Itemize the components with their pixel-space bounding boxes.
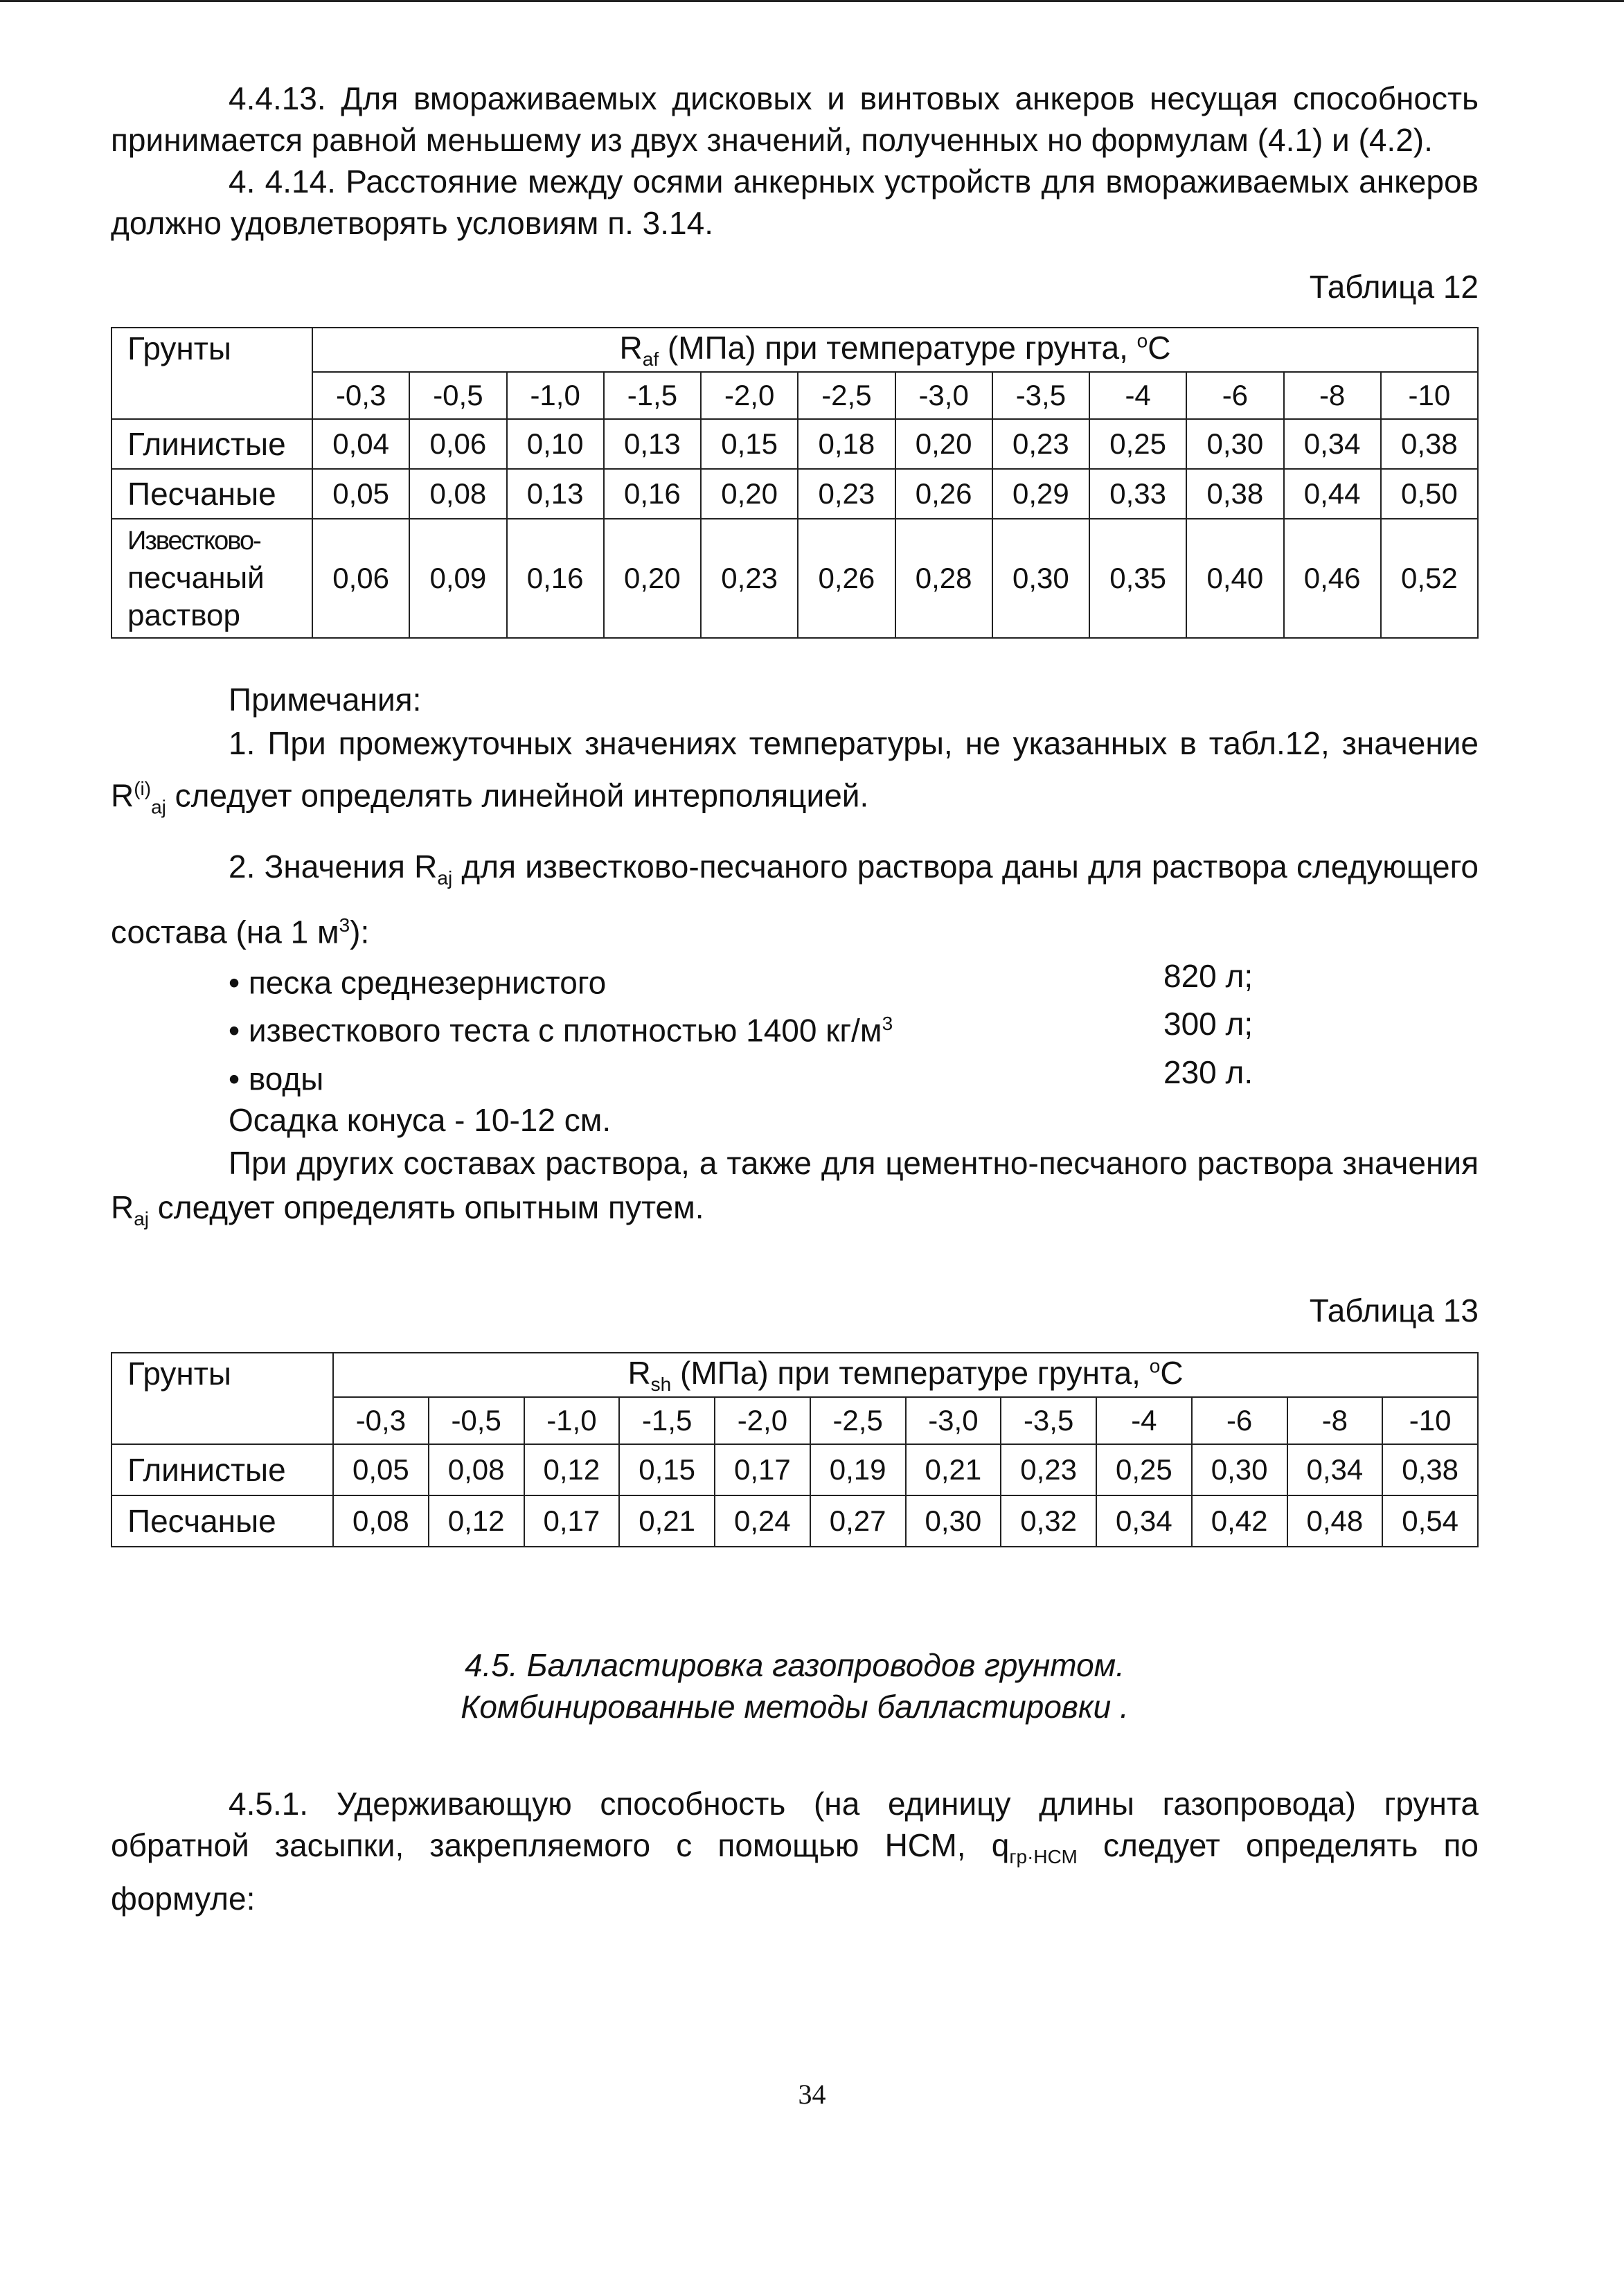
table-12-value-cell: 0,30 <box>992 519 1089 638</box>
table-13-soil-name: Глинистые <box>111 1444 333 1495</box>
table-13-value-cell: 0,38 <box>1382 1444 1478 1495</box>
table-12-value-cell: 0,52 <box>1381 519 1478 638</box>
table-12-value-cell: 0,23 <box>701 519 798 638</box>
other-compositions-note: При других составах раствора, а также для цементно-песчаного раствора значения $R_{aj}$ следует определять опытным путем. <box>111 1145 1479 1230</box>
notes-section <box>111 679 1479 1241</box>
note-1: 1. При промежуточных значениях температуры, не указанных в табл.12, значение $R^{(i)}_{aj}$ следует определять линейной интерполяцией. <box>111 725 1479 818</box>
note-2: 2. Значения $R_{aj}$ для известково-песчаного раствора даны для раствора следующего состава (на 1 $м^3$): <box>111 848 1479 950</box>
table-13-temp-cell: -0,3 <box>333 1397 429 1444</box>
table-12-param-header: $R_{af}$ (МПа) при температуре грунта, $^о$С <box>312 328 1478 372</box>
composition-amount: 820 л; <box>1163 958 1253 995</box>
table-12-value-cell: 0,16 <box>604 469 701 519</box>
slump-note: Осадка конуса - 10-12 см. <box>229 1102 612 1139</box>
table-13-value-cell: 0,12 <box>524 1444 620 1495</box>
table-12-value-cell: 0,06 <box>312 519 409 638</box>
table-12-value-cell: 0,38 <box>1186 469 1283 519</box>
table-row <box>111 1444 1478 1495</box>
page-top-border <box>0 0 1624 2</box>
table-12-temp-cell: -6 <box>1186 372 1283 419</box>
composition-label: • песка среднезернистого <box>229 964 607 1001</box>
table-13-value-cell: 0,54 <box>1382 1495 1478 1547</box>
composition-label: • известкового теста с плотностью 1400 $кг/м^3$ <box>229 1012 893 1049</box>
table-13-value-cell: 0,08 <box>429 1444 524 1495</box>
paragraph-4-4-13: 4.4.13. Для вмораживаемых дисковых и винтовых анкеров несущая способность принимается равной меньшему из двух значений, полученных но формулам (4.1) и (4.2). <box>111 80 1479 158</box>
page-number: 34 <box>798 2079 826 2110</box>
table-12-value-cell: 0,34 <box>1284 419 1381 469</box>
table-13-temp-cell: -2,0 <box>715 1397 810 1444</box>
table-12-temp-cell: -0,5 <box>409 372 506 419</box>
table-13-value-cell: 0,25 <box>1096 1444 1192 1495</box>
table-12-value-cell: 0,18 <box>798 419 895 469</box>
table-12-value-cell: 0,46 <box>1284 519 1381 638</box>
table-13-value-cell: 0,30 <box>1192 1444 1287 1495</box>
table-12-value-cell: 0,15 <box>701 419 798 469</box>
table-12-value-cell: 0,26 <box>798 519 895 638</box>
soil-name-line: песчаный <box>127 561 265 595</box>
table-12-value-cell: 0,13 <box>604 419 701 469</box>
table-12-value-cell: 0,30 <box>1186 419 1283 469</box>
list-item <box>111 955 1479 1003</box>
table-12-temp-cell: -2,5 <box>798 372 895 419</box>
table-12-value-cell: 0,05 <box>312 469 409 519</box>
list-item <box>111 1051 1479 1099</box>
table-13-value-cell: 0,23 <box>1001 1444 1096 1495</box>
section-title-line: 4.5. Балластировка газопроводов грунтом. <box>465 1647 1125 1684</box>
table-row <box>111 1495 1478 1547</box>
composition-label: • воды <box>229 1060 324 1097</box>
table-12-value-cell: 0,06 <box>409 419 506 469</box>
table-12-soil-name: Песчаные <box>111 469 312 519</box>
table-13-value-cell: 0,24 <box>715 1495 810 1547</box>
table-13-temp-cell: -2,5 <box>810 1397 906 1444</box>
table-13-temp-cell: -10 <box>1382 1397 1478 1444</box>
table-13-soil-header: Грунты <box>111 1353 333 1444</box>
table-13-param-header: $R_{sh}$ (МПа) при температуре грунта, $^о$С <box>333 1353 1478 1397</box>
table-12-value-cell: 0,28 <box>895 519 992 638</box>
table-row <box>111 419 1478 469</box>
list-item <box>111 1003 1479 1051</box>
table-12-soil-header: Грунты <box>111 328 312 419</box>
table-12-value-cell: 0,40 <box>1186 519 1283 638</box>
table-13-value-cell: 0,34 <box>1287 1444 1383 1495</box>
paragraph-4-4-14: 4. 4.14. Расстояние между осями анкерных устройств для вмораживаемых анкеров должно удовлетворять условиям п. 3.14. <box>111 163 1479 241</box>
table-13-value-cell: 0,48 <box>1287 1495 1383 1547</box>
table-13-value-cell: 0,08 <box>333 1495 429 1547</box>
soil-name-line: раствор <box>127 598 240 632</box>
table-13-temp-cell: -3,5 <box>1001 1397 1096 1444</box>
table-12-temp-cell: -4 <box>1089 372 1186 419</box>
table-13-temp-cell: -3,0 <box>906 1397 1001 1444</box>
section-title-line: Комбинированные методы балластировки . <box>461 1689 1129 1725</box>
notes-title: Примечания: <box>229 682 422 718</box>
table-13-temp-cell: -6 <box>1192 1397 1287 1444</box>
table-13-value-cell: 0,17 <box>524 1495 620 1547</box>
table-13-temp-cell: -1,5 <box>619 1397 715 1444</box>
table-13-caption: Таблица 13 <box>1309 1292 1479 1329</box>
table-13-temp-cell: -4 <box>1096 1397 1192 1444</box>
table-13-temp-cell: -0,5 <box>429 1397 524 1444</box>
table-12-soil-name: Глинистые <box>111 419 312 469</box>
soil-name-line: Известково- <box>127 526 260 556</box>
table-13-value-cell: 0,19 <box>810 1444 906 1495</box>
table-12-temp-cell: -1,5 <box>604 372 701 419</box>
table-13-value-cell: 0,34 <box>1096 1495 1192 1547</box>
table-12-caption: Таблица 12 <box>1309 269 1479 305</box>
table-12-value-cell: 0,44 <box>1284 469 1381 519</box>
table-12-soil-name <box>111 519 312 638</box>
table-13-value-cell: 0,27 <box>810 1495 906 1547</box>
table-12-temp-cell: -1,0 <box>507 372 604 419</box>
table-13-value-cell: 0,21 <box>906 1444 1001 1495</box>
table-13-value-cell: 0,30 <box>906 1495 1001 1547</box>
table-12 <box>111 327 1479 639</box>
table-12-value-cell: 0,25 <box>1089 419 1186 469</box>
table-12-temp-cell: -10 <box>1381 372 1478 419</box>
table-12-value-cell: 0,29 <box>992 469 1089 519</box>
table-12-value-cell: 0,10 <box>507 419 604 469</box>
table-13-value-cell: 0,17 <box>715 1444 810 1495</box>
table-12-temp-cell: -2,0 <box>701 372 798 419</box>
paragraph-4-5-1: 4.5.1. Удерживающую способность (на единицу длины газопровода) грунта обратной засыпки, закрепляемого с помощью НСМ, $q_{гр\cdot НСМ}$ следует определять по формуле: <box>111 1786 1479 1917</box>
table-12-value-cell: 0,38 <box>1381 419 1478 469</box>
composition-amount: 230 л. <box>1163 1054 1253 1090</box>
table-12-value-cell: 0,20 <box>701 469 798 519</box>
table-12-value-cell: 0,08 <box>409 469 506 519</box>
table-row <box>111 469 1478 519</box>
table-12-value-cell: 0,35 <box>1089 519 1186 638</box>
table-12-value-cell: 0,04 <box>312 419 409 469</box>
table-13-value-cell: 0,21 <box>619 1495 715 1547</box>
page-content <box>111 78 1479 1919</box>
composition-amount: 300 л; <box>1163 1006 1253 1042</box>
table-13-temp-cell: -1,0 <box>524 1397 620 1444</box>
table-13-soil-name: Песчаные <box>111 1495 333 1547</box>
table-12-value-cell: 0,33 <box>1089 469 1186 519</box>
table-13-value-cell: 0,12 <box>429 1495 524 1547</box>
table-12-value-cell: 0,26 <box>895 469 992 519</box>
table-13-temp-cell: -8 <box>1287 1397 1383 1444</box>
table-12-temp-cell: -0,3 <box>312 372 409 419</box>
table-12-value-cell: 0,20 <box>604 519 701 638</box>
table-12-temp-cell: -3,5 <box>992 372 1089 419</box>
table-13-value-cell: 0,32 <box>1001 1495 1096 1547</box>
section-4-5-heading <box>111 1644 1479 1727</box>
table-12-value-cell: 0,50 <box>1381 469 1478 519</box>
table-13-value-cell: 0,05 <box>333 1444 429 1495</box>
table-12-value-cell: 0,20 <box>895 419 992 469</box>
table-12-value-cell: 0,23 <box>992 419 1089 469</box>
table-12-value-cell: 0,16 <box>507 519 604 638</box>
table-12-temp-cell: -8 <box>1284 372 1381 419</box>
table-13 <box>111 1352 1479 1547</box>
table-13-value-cell: 0,15 <box>619 1444 715 1495</box>
table-12-temp-cell: -3,0 <box>895 372 992 419</box>
table-row <box>111 519 1478 638</box>
table-13-value-cell: 0,42 <box>1192 1495 1287 1547</box>
table-12-value-cell: 0,13 <box>507 469 604 519</box>
table-12-value-cell: 0,09 <box>409 519 506 638</box>
table-12-value-cell: 0,23 <box>798 469 895 519</box>
